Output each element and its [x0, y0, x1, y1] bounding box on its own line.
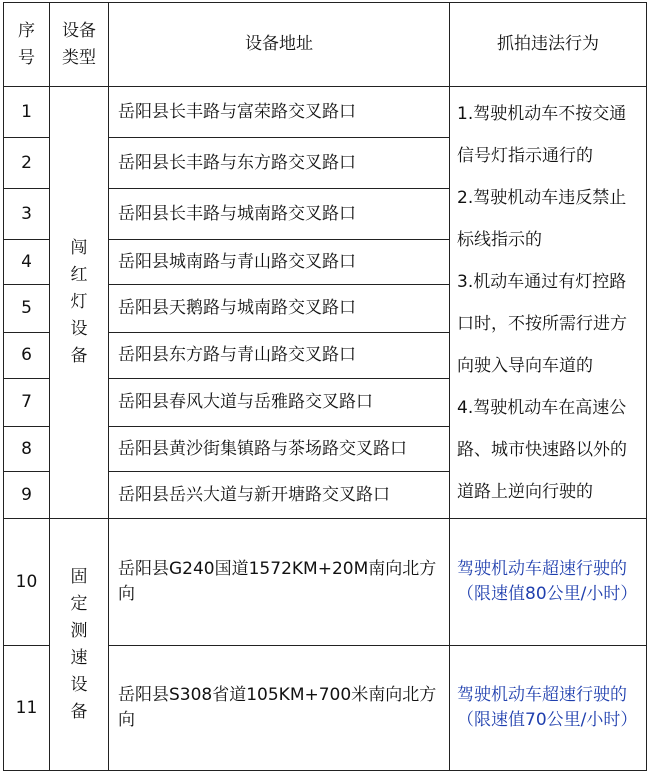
row-address: 岳阳县长丰路与城南路交叉路口 [109, 189, 450, 240]
row-address: 岳阳县天鹅路与城南路交叉路口 [109, 285, 450, 333]
table-header-row [4, 3, 647, 87]
row-index: 7 [4, 379, 50, 427]
row-index: 10 [4, 519, 50, 646]
speed-violation: 驾驶机动车超速行驶的（限速值70公里/小时） [450, 646, 647, 771]
device-type-speed-camera: 固定测速设备 [50, 519, 109, 771]
row-address: 岳阳县城南路与青山路交叉路口 [109, 240, 450, 285]
row-index: 4 [4, 240, 50, 285]
header-violation-behavior: 抓拍违法行为 [450, 3, 647, 87]
device-type-red-light: 闯红灯设备 [50, 87, 109, 519]
violation-item: 1.驾驶机动车不按交通信号灯指示通行的 [457, 103, 627, 166]
row-address: 岳阳县长丰路与富荣路交叉路口 [109, 87, 450, 138]
table-row [4, 87, 647, 138]
red-light-violations [450, 87, 647, 519]
row-index: 9 [4, 472, 50, 519]
row-address: 岳阳县岳兴大道与新开塘路交叉路口 [109, 472, 450, 519]
enforcement-device-table [3, 2, 647, 771]
row-address: 岳阳县G240国道1572KM+20M南向北方向 [109, 519, 450, 646]
violation-item: 3.机动车通过有灯控路口时，不按所需行进方向驶入导向车道的 [457, 271, 627, 376]
row-index: 3 [4, 189, 50, 240]
row-index: 8 [4, 427, 50, 472]
row-address: 岳阳县春风大道与岳雅路交叉路口 [109, 379, 450, 427]
header-device-address: 设备地址 [109, 3, 450, 87]
table-row [4, 519, 647, 646]
header-device-type: 设备类型 [50, 3, 109, 87]
row-address: 岳阳县S308省道105KM+700米南向北方向 [109, 646, 450, 771]
row-address: 岳阳县长丰路与东方路交叉路口 [109, 138, 450, 189]
row-index: 1 [4, 87, 50, 138]
row-index: 5 [4, 285, 50, 333]
header-index: 序号 [4, 3, 50, 87]
row-index: 6 [4, 333, 50, 379]
speed-violation: 驾驶机动车超速行驶的（限速值80公里/小时） [450, 519, 647, 646]
row-index: 2 [4, 138, 50, 189]
violation-item: 4.驾驶机动车在高速公路、城市快速路以外的道路上逆向行驶的 [457, 397, 627, 502]
row-index: 11 [4, 646, 50, 771]
row-address: 岳阳县东方路与青山路交叉路口 [109, 333, 450, 379]
violation-item: 2.驾驶机动车违反禁止标线指示的 [457, 187, 627, 250]
row-address: 岳阳县黄沙街集镇路与茶场路交叉路口 [109, 427, 450, 472]
